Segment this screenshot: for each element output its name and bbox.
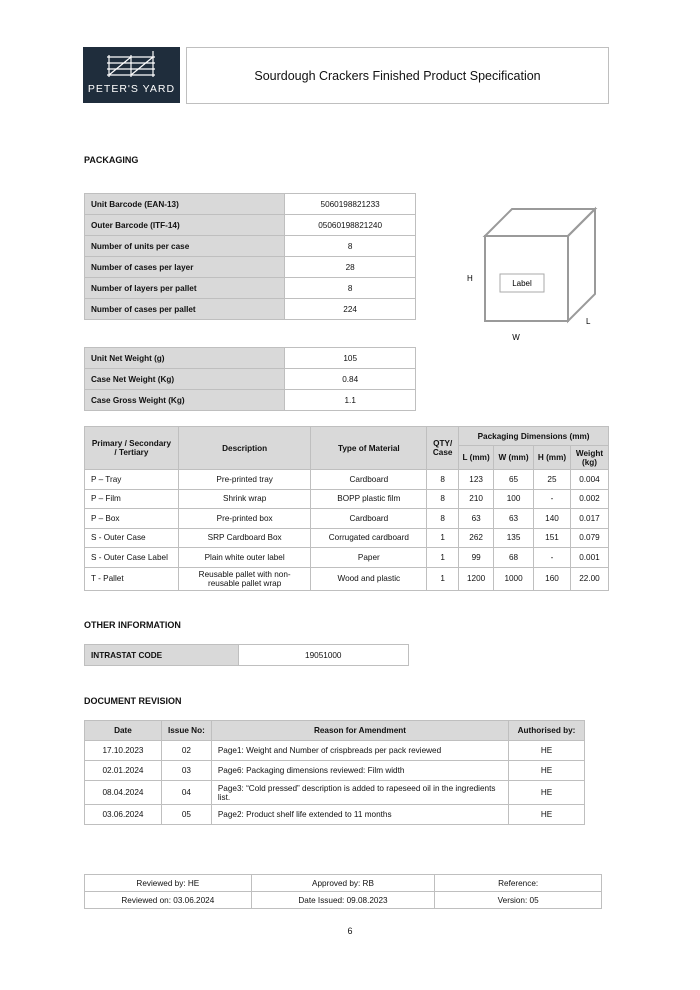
cell-material: Cardboard (311, 470, 427, 490)
cell-tier: P – Box (85, 509, 179, 529)
cell-desc: Shrink wrap (178, 489, 311, 509)
spec-label: Unit Net Weight (g) (85, 348, 285, 369)
rev-reason: Page1: Weight and Number of crispbreads per pack reviewed (211, 741, 508, 761)
rev-reason: Page6: Packaging dimensions reviewed: Film width (211, 761, 508, 781)
document-title: Sourdough Crackers Finished Product Specification (186, 47, 609, 104)
table-row (85, 489, 609, 509)
peters-yard-logo (83, 47, 180, 103)
date-issued: Date Issued: 09.08.2023 (251, 892, 435, 909)
spec-label: Unit Barcode (EAN-13) (85, 194, 285, 215)
barcode-table (84, 193, 416, 320)
other-info-heading: OTHER INFORMATION (84, 620, 181, 630)
cell-tier: P – Tray (85, 470, 179, 490)
spec-label: Case Net Weight (Kg) (85, 369, 285, 390)
rev-auth: HE (509, 741, 585, 761)
cell-tier: S - Outer Case (85, 528, 179, 548)
rev-col-authorised: Authorised by: (509, 721, 585, 741)
intrastat-label: INTRASTAT CODE (85, 645, 239, 666)
rev-auth: HE (509, 781, 585, 805)
cell-w: 68 (494, 548, 534, 568)
cell-w: 1000 (494, 567, 534, 590)
rev-col-date: Date (85, 721, 162, 741)
rev-auth: HE (509, 761, 585, 781)
approved-by: Approved by: RB (251, 875, 435, 892)
cell-l: 99 (459, 548, 494, 568)
rev-col-reason: Reason for Amendment (211, 721, 508, 741)
revision-table (84, 720, 585, 825)
cell-w: 65 (494, 470, 534, 490)
footer-table (84, 874, 602, 909)
col-tier: Primary / Secondary / Tertiary (85, 427, 179, 470)
cell-w: 135 (494, 528, 534, 548)
spec-value: 224 (285, 299, 416, 320)
table-row (85, 548, 609, 568)
spec-row (85, 194, 416, 215)
rev-reason: Page2: Product shelf life extended to 11 months (211, 805, 508, 825)
spec-value: 105 (285, 348, 416, 369)
cell-qty: 1 (427, 567, 459, 590)
cell-qty: 1 (427, 528, 459, 548)
intrastat-table (84, 644, 409, 666)
col-l: L (mm) (459, 446, 494, 470)
cell-material: Paper (311, 548, 427, 568)
cell-l: 210 (459, 489, 494, 509)
cell-desc: Reusable pallet with non-reusable pallet wrap (178, 567, 311, 590)
spec-row (85, 215, 416, 236)
cell-material: Wood and plastic (311, 567, 427, 590)
col-material: Type of Material (311, 427, 427, 470)
cell-material: Cardboard (311, 509, 427, 529)
diagram-label-text: Label (512, 279, 532, 288)
spec-label: Outer Barcode (ITF-14) (85, 215, 285, 236)
revision-heading: DOCUMENT REVISION (84, 696, 182, 706)
rev-col-issue: Issue No: (161, 721, 211, 741)
cell-l: 123 (459, 470, 494, 490)
cell-weight: 22.00 (570, 567, 608, 590)
spec-value: 5060198821233 (285, 194, 416, 215)
table-row (85, 528, 609, 548)
rev-issue: 02 (161, 741, 211, 761)
packaging-table (84, 426, 609, 591)
spec-value: 28 (285, 257, 416, 278)
gate-icon (83, 47, 180, 83)
cell-weight: 0.004 (570, 470, 608, 490)
spec-row (85, 299, 416, 320)
cell-h: 140 (534, 509, 571, 529)
cell-desc: Pre-printed box (178, 509, 311, 529)
cell-weight: 0.017 (570, 509, 608, 529)
cell-h: - (534, 489, 571, 509)
table-row (85, 470, 609, 490)
spec-value: 05060198821240 (285, 215, 416, 236)
version: Version: 05 (435, 892, 602, 909)
cell-desc: Pre-printed tray (178, 470, 311, 490)
table-row (85, 567, 609, 590)
cell-l: 262 (459, 528, 494, 548)
cell-weight: 0.079 (570, 528, 608, 548)
spec-label: Number of units per case (85, 236, 285, 257)
rev-issue: 04 (161, 781, 211, 805)
logo-text: PETER'S YARD (87, 83, 176, 95)
spec-row (85, 236, 416, 257)
col-w: W (mm) (494, 446, 534, 470)
cell-h: 25 (534, 470, 571, 490)
cell-qty: 8 (427, 489, 459, 509)
spec-value: 8 (285, 278, 416, 299)
reviewed-by: Reviewed by: HE (85, 875, 252, 892)
spec-row (85, 348, 416, 369)
case-diagram (460, 200, 600, 345)
rev-date: 17.10.2023 (85, 741, 162, 761)
table-row (85, 741, 585, 761)
cell-qty: 1 (427, 548, 459, 568)
cell-tier: P – Film (85, 489, 179, 509)
spec-label: Number of cases per layer (85, 257, 285, 278)
cell-h: - (534, 548, 571, 568)
cell-material: BOPP plastic film (311, 489, 427, 509)
spec-row (85, 278, 416, 299)
rev-date: 02.01.2024 (85, 761, 162, 781)
cell-desc: SRP Cardboard Box (178, 528, 311, 548)
cell-desc: Plain white outer label (178, 548, 311, 568)
col-dimensions: Packaging Dimensions (mm) (459, 427, 609, 446)
table-row (85, 781, 585, 805)
cell-w: 100 (494, 489, 534, 509)
page-number: 6 (347, 926, 353, 936)
cell-weight: 0.002 (570, 489, 608, 509)
spec-label: Number of cases per pallet (85, 299, 285, 320)
spec-row (85, 369, 416, 390)
cell-h: 160 (534, 567, 571, 590)
reference: Reference: (435, 875, 602, 892)
rev-auth: HE (509, 805, 585, 825)
col-qty: QTY/ Case (427, 427, 459, 470)
spec-row (85, 390, 416, 411)
col-weight: Weight (kg) (570, 446, 608, 470)
reviewed-on: Reviewed on: 03.06.2024 (85, 892, 252, 909)
cell-l: 63 (459, 509, 494, 529)
intrastat-value: 19051000 (238, 645, 408, 666)
spec-label: Case Gross Weight (Kg) (85, 390, 285, 411)
table-row (85, 509, 609, 529)
rev-issue: 05 (161, 805, 211, 825)
col-description: Description (178, 427, 311, 470)
diagram-h-text: H (467, 274, 473, 283)
rev-date: 08.04.2024 (85, 781, 162, 805)
spec-value: 1.1 (285, 390, 416, 411)
diagram-w-text: W (512, 333, 520, 342)
col-h: H (mm) (534, 446, 571, 470)
cell-tier: S - Outer Case Label (85, 548, 179, 568)
spec-label: Number of layers per pallet (85, 278, 285, 299)
rev-issue: 03 (161, 761, 211, 781)
cell-material: Corrugated cardboard (311, 528, 427, 548)
cell-weight: 0.001 (570, 548, 608, 568)
rev-reason: Page3: “Cold pressed” description is added to rapeseed oil in the ingredients list. (211, 781, 508, 805)
cell-h: 151 (534, 528, 571, 548)
packaging-heading: PACKAGING (84, 155, 139, 165)
cell-l: 1200 (459, 567, 494, 590)
diagram-l-text: L (586, 317, 591, 326)
cell-w: 63 (494, 509, 534, 529)
spec-value: 8 (285, 236, 416, 257)
table-row (85, 805, 585, 825)
spec-value: 0.84 (285, 369, 416, 390)
table-row (85, 761, 585, 781)
cell-qty: 8 (427, 509, 459, 529)
rev-date: 03.06.2024 (85, 805, 162, 825)
spec-row (85, 257, 416, 278)
cell-tier: T - Pallet (85, 567, 179, 590)
cell-qty: 8 (427, 470, 459, 490)
weight-table (84, 347, 416, 411)
